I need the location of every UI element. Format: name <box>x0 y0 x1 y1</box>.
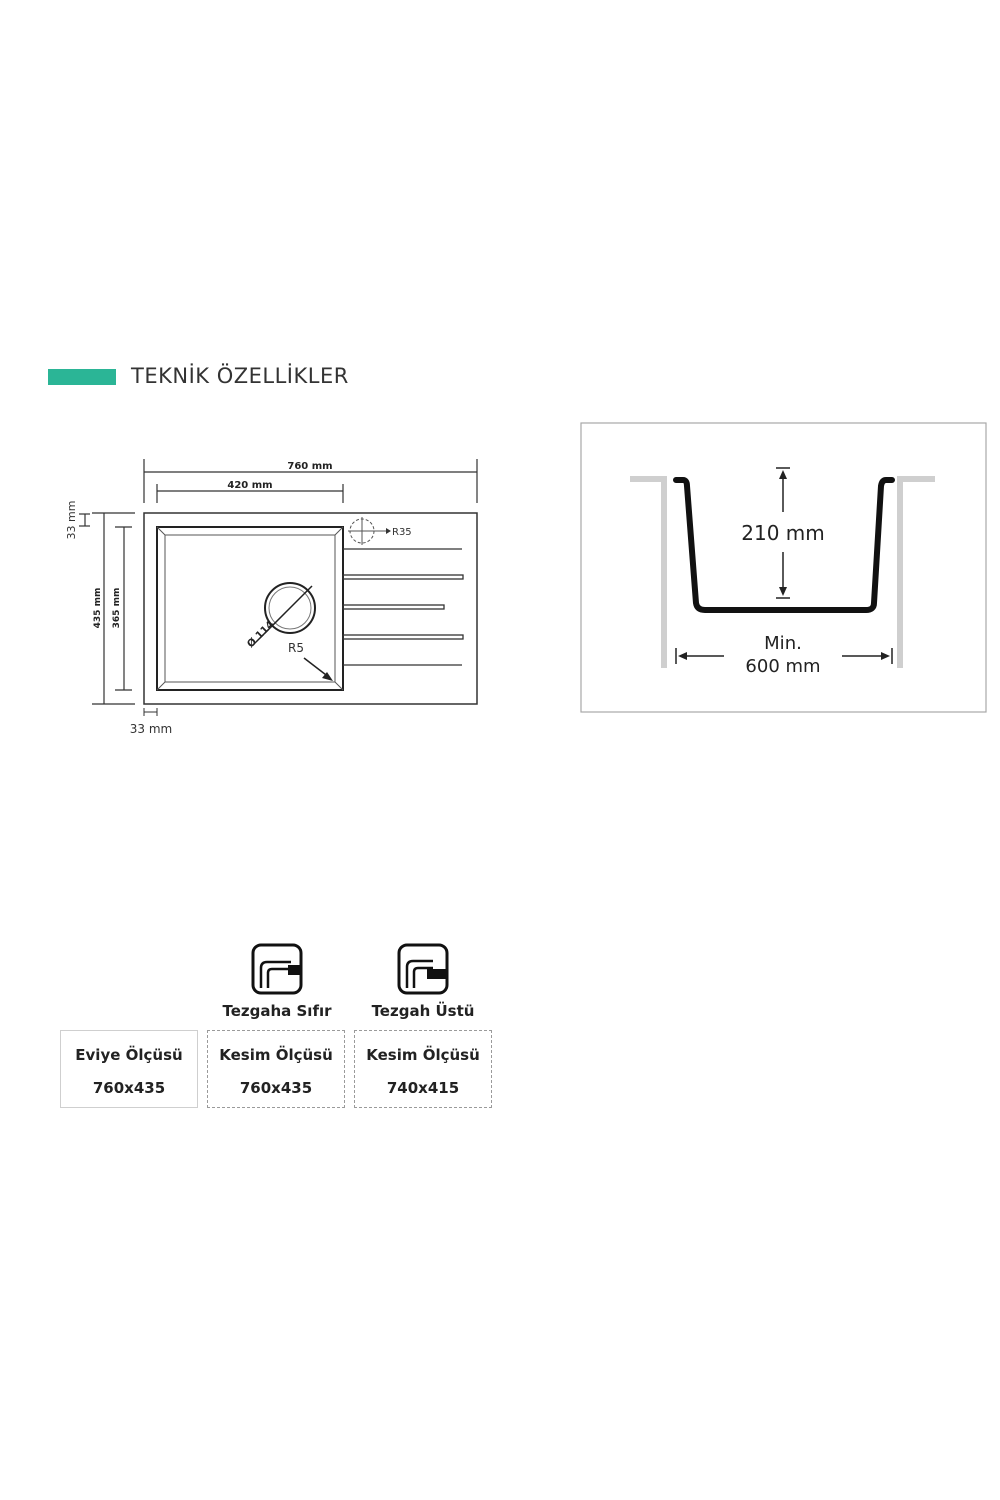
cabinet-section-drawing <box>580 422 988 714</box>
flush-mount-label: Tezgaha Sıfır <box>222 1002 332 1020</box>
bowl-width-label: 420 mm <box>227 480 273 491</box>
sink-top-view-drawing <box>0 440 540 750</box>
bowl-depth-value: 210 mm <box>741 521 825 545</box>
overall-depth-label: 435 mm <box>93 587 103 629</box>
sink-size-title: Eviye Ölçüsü <box>75 1046 183 1064</box>
min-label: Min. <box>764 633 802 654</box>
page-title: TEKNİK ÖZELLİKLER <box>131 364 349 388</box>
tap-radius-label: R35 <box>392 527 412 538</box>
tap-hole-marker <box>348 517 391 545</box>
drainboard-grooves <box>343 549 463 665</box>
flush-mount-icon <box>251 943 303 995</box>
header-accent-bar <box>48 369 116 385</box>
top-mount-icon <box>397 943 449 995</box>
left-dimensions <box>79 513 135 704</box>
top-mount-label: Tezgah Üstü <box>371 1002 475 1020</box>
bowl-inner <box>165 535 335 682</box>
flush-cut-size-box <box>207 1030 345 1108</box>
flush-cut-size-value: 760x435 <box>239 1079 313 1097</box>
top-cut-size-value: 740x415 <box>386 1079 460 1097</box>
top-cut-size-box <box>354 1030 492 1108</box>
top-margin-label: 33 mm <box>65 500 78 540</box>
side-margin-dimension <box>144 708 157 716</box>
top-cut-size-title: Kesim Ölçüsü <box>366 1046 480 1064</box>
sink-size-box <box>60 1030 198 1108</box>
flush-cut-size-title: Kesim Ölçüsü <box>219 1046 333 1064</box>
bowl-depth-label: 365 mm <box>112 587 122 629</box>
side-margin-label: 33 mm <box>129 722 173 736</box>
drain-diameter-label: Ø 114 <box>245 619 277 651</box>
min-cabinet-value: 600 mm <box>745 656 821 677</box>
overall-width-label: 760 mm <box>287 461 333 472</box>
corner-radius-label: R5 <box>288 641 304 655</box>
sink-size-value: 760x435 <box>92 1079 166 1097</box>
